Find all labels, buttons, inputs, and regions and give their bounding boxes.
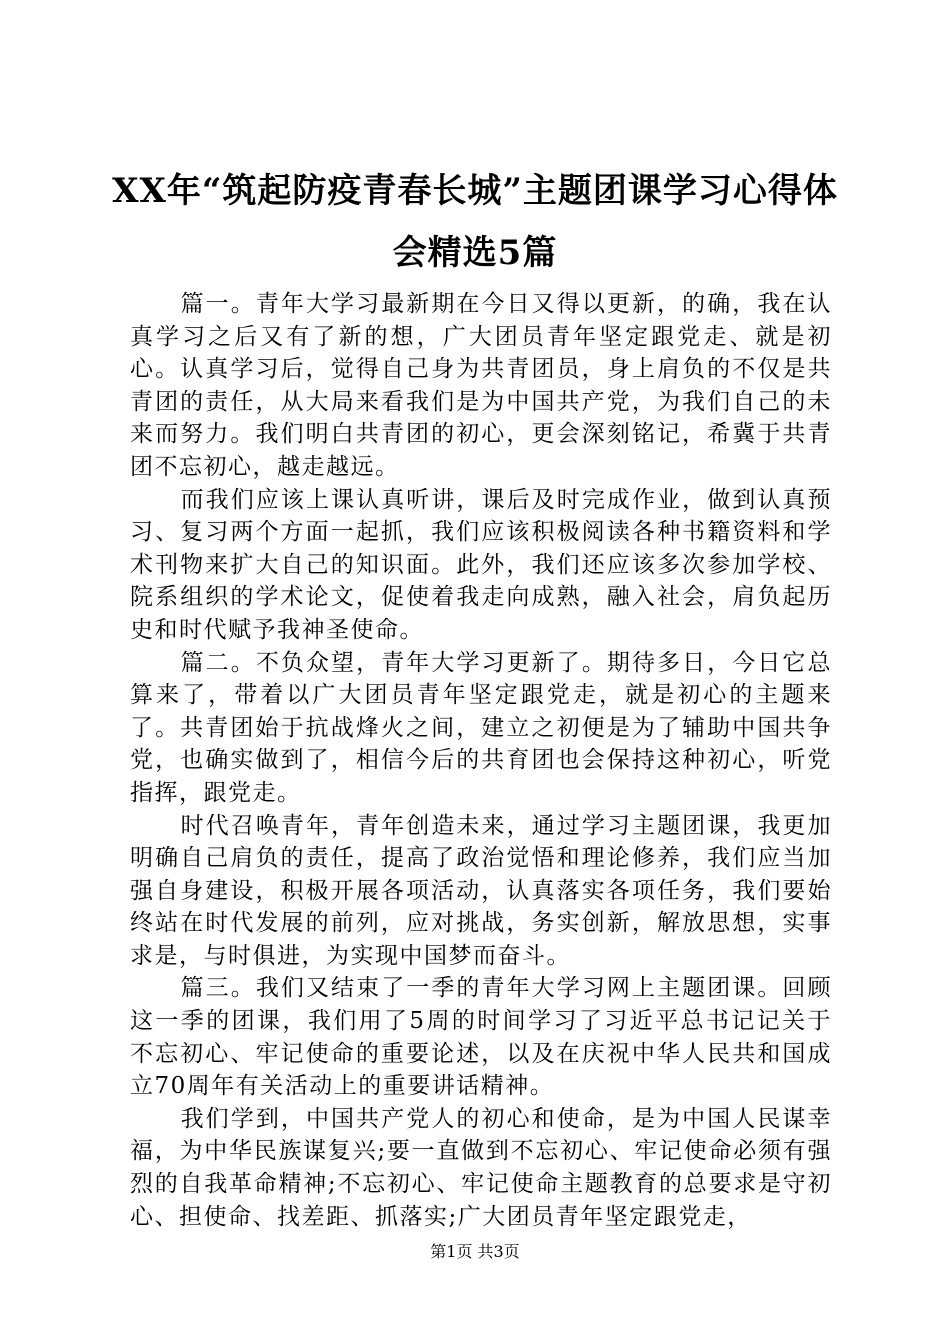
paragraph-6: 我们学到，中国共产党人的初心和使命，是为中国人民谋幸福，为中华民族谋复兴;要一直做到不忘初心、牢记使命必须有强烈的自我革命精神;不忘初心、牢记使命主题教育的总要求是守初心、担使命、找差距、抓落实;广大团员青年坚定跟党走， xyxy=(130,1105,832,1230)
paragraph-2: 而我们应该上课认真听讲，课后及时完成作业，做到认真预习、复习两个方面一起抓，我们应该积极阅读各种书籍资料和学术刊物来扩大自己的知识面。此外，我们还应该多次参加学校、院系组织的学术论文，促使着我走向成熟，融入社会，肩负起历史和时代赋予我神圣使命。 xyxy=(130,486,832,643)
document-title: XX年“筑起防疫青春长城”主题团课学习心得体会精选5篇 xyxy=(112,171,838,273)
paragraph-4: 时代召唤青年，青年创造未来，通过学习主题团课，我更加明确自己肩负的责任，提高了政治觉悟和理论修养，我们应当加强自身建设，积极开展各项活动，认真落实各项任务，我们要始终站在时代发展的前列，应对挑战，务实创新，解放思想，实事求是，与时俱进，为实现中国梦而奋斗。 xyxy=(130,812,832,969)
document-body xyxy=(130,288,832,1230)
paragraph-1: 篇一。青年大学习最新期在今日又得以更新，的确，我在认真学习之后又有了新的想，广大团员青年坚定跟党走、就是初心。认真学习后，觉得自己身为共青团员，身上肩负的不仅是共青团的责任，从大局来看我们是为中国共产党，为我们自己的未来而努力。我们明白共青团的初心，更会深刻铭记，希冀于共青团不忘初心，越走越远。 xyxy=(130,291,832,480)
paragraph-3: 篇二。不负众望，青年大学习更新了。期待多日，今日它总算来了，带着以广大团员青年坚定跟党走，就是初心的主题来了。共青团始于抗战烽火之间，建立之初便是为了辅助中国共争党，也确实做到了，相信今后的共育团也会保持这种初心，听党指挥，跟党走。 xyxy=(130,649,832,806)
page-footer: 第1页 共3页 xyxy=(430,1242,520,1261)
paragraph-5: 篇三。我们又结束了一季的青年大学习网上主题团课。回顾这一季的团课，我们用了5周的时间学习了习近平总书记记关于不忘初心、牢记使命的重要论述，以及在庆祝中华人民共和国成立70周年有关活动上的重要讲话精神。 xyxy=(130,975,832,1100)
